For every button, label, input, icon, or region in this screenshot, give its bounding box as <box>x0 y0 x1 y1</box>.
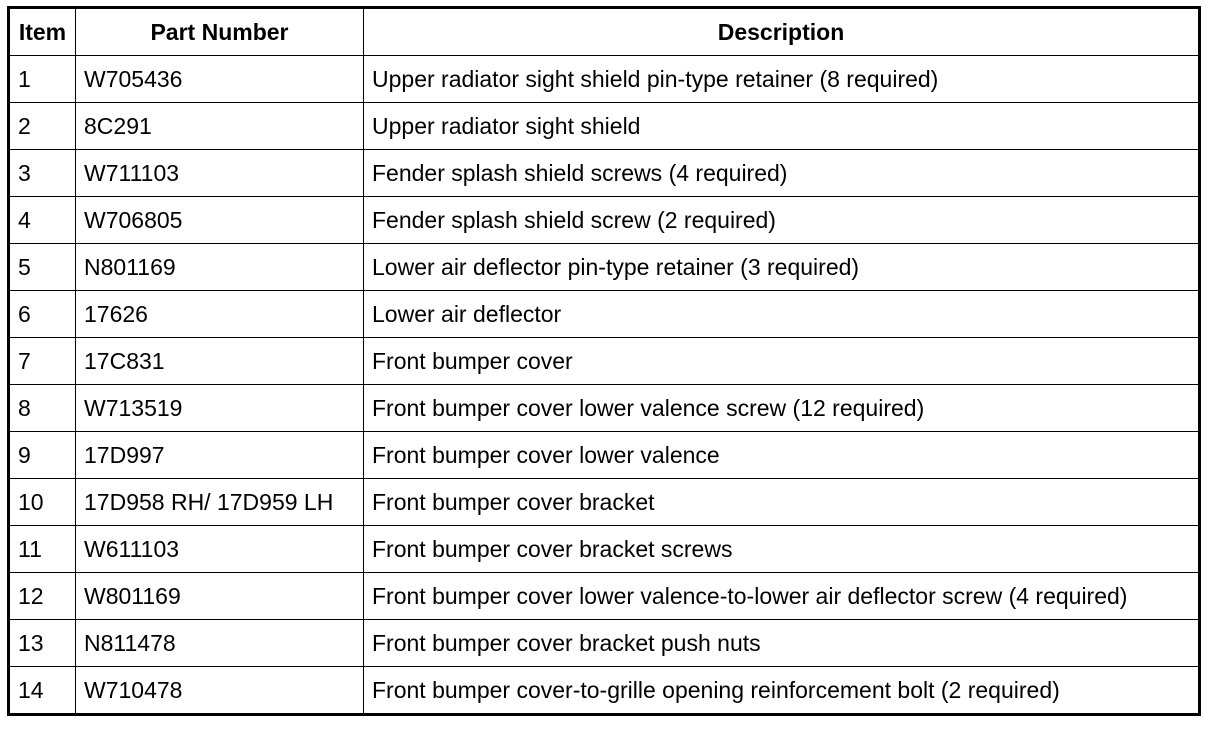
part-number-cell: 17D958 RH/ 17D959 LH <box>76 479 364 526</box>
column-header-item: Item <box>9 8 76 56</box>
item-cell: 6 <box>9 291 76 338</box>
table-row <box>9 667 1200 715</box>
description-cell: Front bumper cover-to-grille opening reinforcement bolt (2 required) <box>364 667 1200 715</box>
item-cell: 14 <box>9 667 76 715</box>
part-number-cell: W706805 <box>76 197 364 244</box>
column-header-part-number: Part Number <box>76 8 364 56</box>
part-number-cell: W611103 <box>76 526 364 573</box>
item-cell: 12 <box>9 573 76 620</box>
description-cell: Front bumper cover lower valence <box>364 432 1200 479</box>
item-cell: 7 <box>9 338 76 385</box>
description-cell: Fender splash shield screw (2 required) <box>364 197 1200 244</box>
part-number-cell: W801169 <box>76 573 364 620</box>
part-number-cell: W705436 <box>76 56 364 103</box>
part-number-cell: N811478 <box>76 620 364 667</box>
table-row <box>9 526 1200 573</box>
item-cell: 11 <box>9 526 76 573</box>
description-cell: Lower air deflector pin-type retainer (3 required) <box>364 244 1200 291</box>
description-cell: Front bumper cover <box>364 338 1200 385</box>
table-row <box>9 479 1200 526</box>
table-row <box>9 338 1200 385</box>
column-header-description: Description <box>364 8 1200 56</box>
table-body <box>9 56 1200 715</box>
table-row <box>9 56 1200 103</box>
table-row <box>9 620 1200 667</box>
description-cell: Front bumper cover lower valence screw (12 required) <box>364 385 1200 432</box>
table-row <box>9 103 1200 150</box>
description-cell: Front bumper cover bracket push nuts <box>364 620 1200 667</box>
item-cell: 9 <box>9 432 76 479</box>
part-number-cell: 17626 <box>76 291 364 338</box>
table-row <box>9 385 1200 432</box>
item-cell: 3 <box>9 150 76 197</box>
table-row <box>9 150 1200 197</box>
part-number-cell: W711103 <box>76 150 364 197</box>
table-row <box>9 573 1200 620</box>
table-row <box>9 432 1200 479</box>
item-cell: 8 <box>9 385 76 432</box>
description-cell: Lower air deflector <box>364 291 1200 338</box>
part-number-cell: W710478 <box>76 667 364 715</box>
table-row <box>9 291 1200 338</box>
table-header-row <box>9 8 1200 56</box>
part-number-cell: 8C291 <box>76 103 364 150</box>
description-cell: Front bumper cover bracket <box>364 479 1200 526</box>
part-number-cell: W713519 <box>76 385 364 432</box>
item-cell: 4 <box>9 197 76 244</box>
part-number-cell: N801169 <box>76 244 364 291</box>
table-row <box>9 197 1200 244</box>
parts-table <box>7 6 1201 716</box>
description-cell: Upper radiator sight shield <box>364 103 1200 150</box>
item-cell: 10 <box>9 479 76 526</box>
description-cell: Upper radiator sight shield pin-type retainer (8 required) <box>364 56 1200 103</box>
item-cell: 13 <box>9 620 76 667</box>
item-cell: 2 <box>9 103 76 150</box>
description-cell: Fender splash shield screws (4 required) <box>364 150 1200 197</box>
part-number-cell: 17C831 <box>76 338 364 385</box>
description-cell: Front bumper cover lower valence-to-lower air deflector screw (4 required) <box>364 573 1200 620</box>
item-cell: 5 <box>9 244 76 291</box>
description-cell: Front bumper cover bracket screws <box>364 526 1200 573</box>
table-row <box>9 244 1200 291</box>
part-number-cell: 17D997 <box>76 432 364 479</box>
item-cell: 1 <box>9 56 76 103</box>
